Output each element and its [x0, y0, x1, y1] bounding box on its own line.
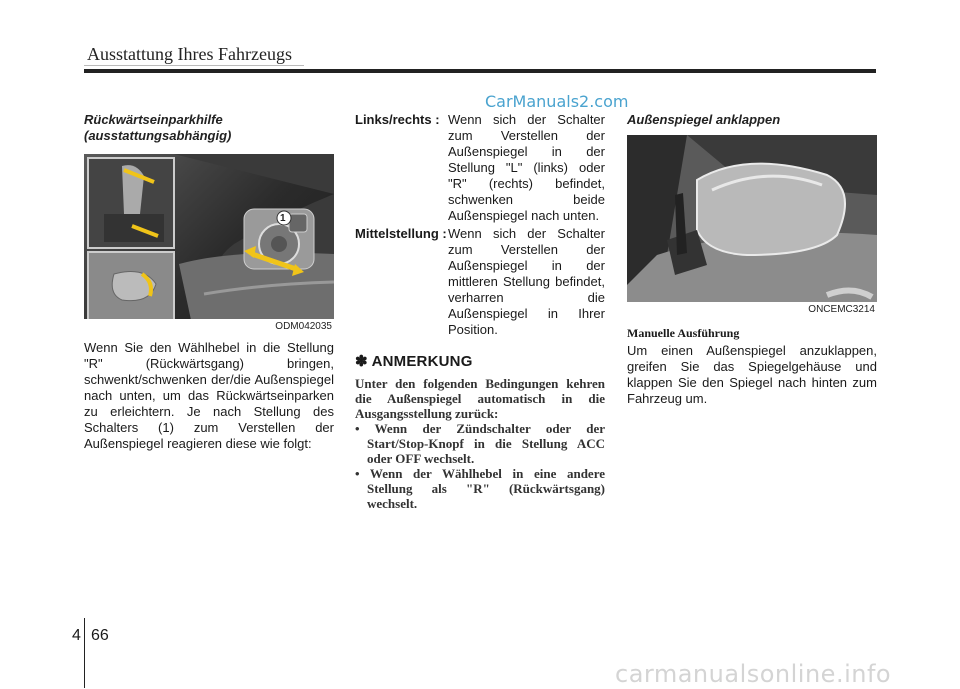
column-2 — [355, 112, 605, 511]
header-rule — [84, 69, 876, 73]
header-accent-line — [84, 65, 304, 66]
section-heading — [84, 112, 334, 144]
folding-mirror-illustration — [627, 135, 877, 317]
watermark-top[interactable]: CarManuals2.com — [485, 92, 629, 111]
note-list-item: • Wenn der Wählhebel in eine andere Stellung als "R" (Rückwärtsgang) wechselt. — [355, 466, 605, 511]
sub-heading: Manuelle Ausführung — [627, 326, 740, 340]
page-number: 66 — [91, 627, 109, 644]
mirror-switch-photo — [84, 154, 334, 334]
note-title: ANMERKUNG — [371, 353, 473, 370]
column-3 — [627, 112, 877, 407]
section-heading-line2: (ausstattungsabhängig) — [84, 128, 232, 143]
mirror-switch-illustration — [84, 154, 334, 334]
section-heading-line1: Rückwärtseinparkhilfe — [84, 112, 223, 127]
column-1 — [84, 112, 334, 452]
definition-center — [355, 226, 605, 338]
chapter-number: 4 — [72, 627, 81, 644]
body-paragraph: Wenn Sie den Wählhebel in die Stellung "R" (Rückwärtsgang) bringen, schwenkt/schwenken der/die Außenspiegel nach unten, um das Rückwärtseinparken zu erleichtern. Je nach Stellung des Schalters (1) zum Verstellen der Außenspiegel reagieren diese wie folgt: — [84, 340, 334, 451]
note-heading — [355, 354, 605, 370]
folding-mirror-photo — [627, 135, 877, 317]
note-list-item: • Wenn der Zündschalter oder der Start/Stop-Knopf in die Stellung ACC oder OFF wechselt. — [355, 421, 605, 466]
note-list — [355, 421, 605, 511]
body-paragraph: Um einen Außenspiegel anzuklappen, greifen Sie das Spiegelgehäuse und klappen Sie den Spiegel nach hinten zum Fahrzeug um. — [627, 343, 877, 406]
definition-term: Mittelstellung : — [355, 226, 447, 241]
page-header-title: Ausstattung Ihres Fahrzeugs — [87, 44, 292, 64]
note-intro: Unter den folgenden Bedingungen kehren die Außenspiegel automatisch in die Ausgangsstellung zurück: — [355, 376, 605, 421]
footer-divider — [84, 618, 85, 688]
definition-description: Wenn sich der Schalter zum Verstellen der Außenspiegel in der Stellung "L" (links) oder "R" (rechts) befindet, schwenken beide Außenspiegel nach unten. — [448, 112, 605, 223]
watermark-bottom[interactable]: carmanualsonline.info — [615, 660, 892, 688]
photo-caption: ONCEMC3214 — [804, 302, 875, 317]
definition-term: Links/rechts : — [355, 112, 440, 127]
definition-left-right — [355, 112, 605, 224]
definition-description: Wenn sich der Schalter zum Verstellen der Außenspiegel in der mittleren Stellung befindet, verharren die Außenspiegel in Ihrer Position. — [448, 226, 605, 337]
section-heading: Außenspiegel anklappen — [627, 112, 781, 127]
note-symbol-icon: ✽ — [355, 353, 368, 370]
switch-number-badge: 1 — [280, 213, 286, 224]
photo-caption: ODM042035 — [271, 319, 332, 334]
